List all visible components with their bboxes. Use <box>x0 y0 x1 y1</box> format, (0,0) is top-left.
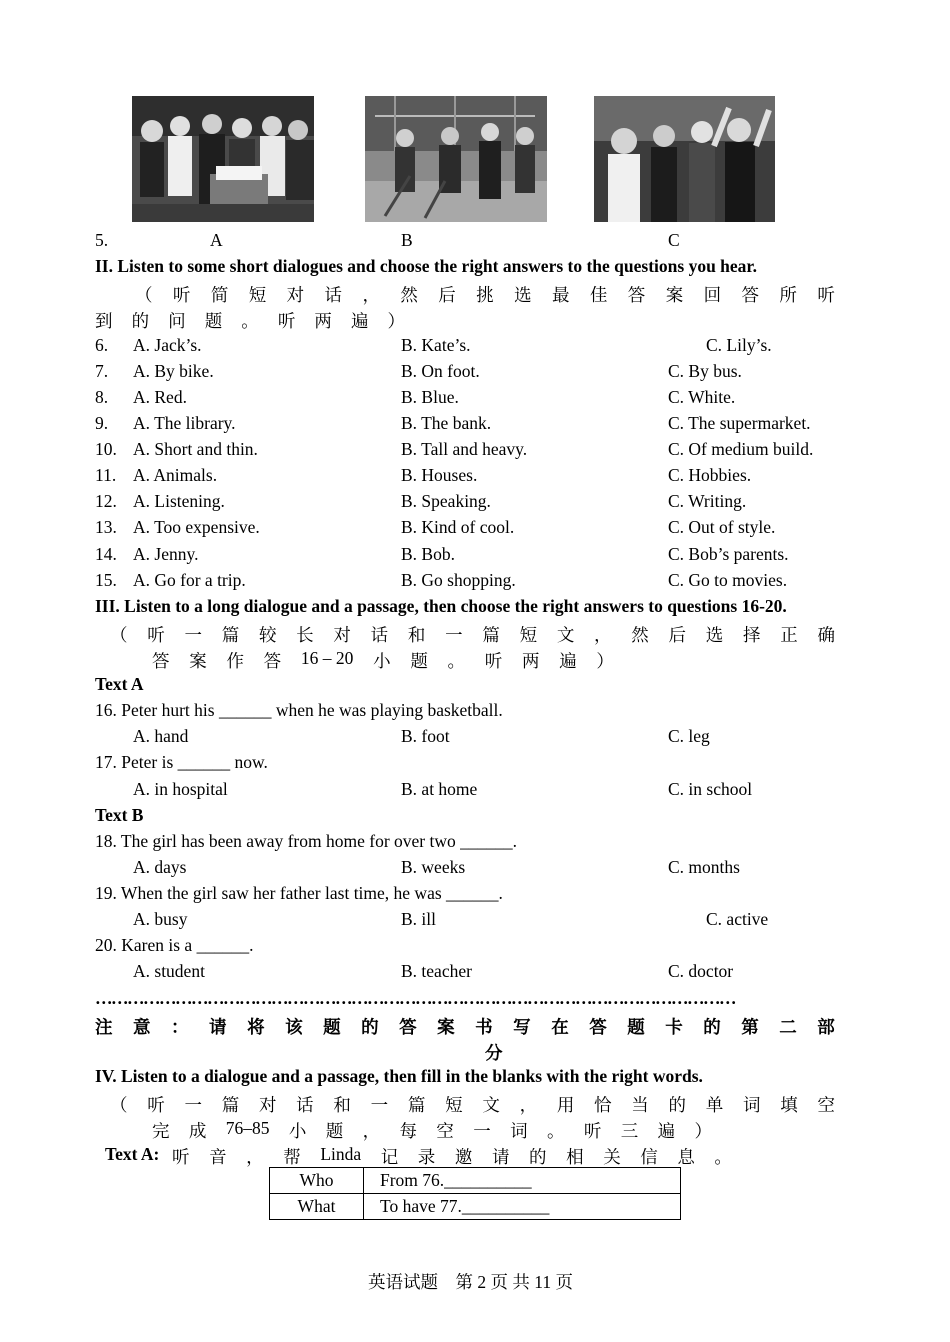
photo-a-graphic <box>132 96 314 222</box>
char: 恰 <box>594 1095 612 1115</box>
char: 长 <box>296 625 314 645</box>
char: 写 <box>513 1017 531 1037</box>
question-number: 15. <box>95 570 117 590</box>
option-a: A. By bike. <box>133 361 214 381</box>
char: 帮 <box>283 1147 301 1167</box>
char: 对 <box>286 285 305 305</box>
char: 遍 <box>657 1121 676 1141</box>
char: 遍 <box>350 311 369 331</box>
question-20-option-a: A. student <box>133 961 205 981</box>
char: 对 <box>333 625 351 645</box>
char: ， <box>362 1121 381 1141</box>
question-18-option-c: C. months <box>668 857 740 877</box>
question-number: 10. <box>95 439 117 459</box>
question-number: 9. <box>95 413 109 433</box>
char: 篇 <box>482 625 500 645</box>
option-b: B. Tall and heavy. <box>401 439 528 459</box>
char: 文 <box>556 625 575 645</box>
char: 部 <box>817 1017 835 1037</box>
char: 和 <box>407 625 426 645</box>
char: 案 <box>437 1017 455 1037</box>
char: 答 <box>741 285 759 305</box>
char: 答 <box>399 1017 417 1037</box>
char: 两 <box>521 651 540 671</box>
option-c: C. Lily’s. <box>706 335 772 355</box>
section-2-heading: II. Listen to some short dialogues and choose the right answers to the questions you hear. <box>95 256 757 276</box>
char: 较 <box>258 625 277 645</box>
char: 第 <box>741 1017 759 1037</box>
char: 空 <box>817 1095 835 1115</box>
section-4-instruction-line1 <box>110 1092 835 1117</box>
char: 小 <box>288 1121 307 1141</box>
char: 的 <box>529 1147 547 1167</box>
char: 题 <box>627 1017 645 1037</box>
char: 单 <box>705 1095 724 1115</box>
option-c: C. Bob’s parents. <box>668 544 789 564</box>
char: 选 <box>705 625 724 645</box>
question-number: 11. <box>95 465 117 485</box>
char: 16 – 20 <box>300 648 354 668</box>
char: ） <box>694 1121 712 1141</box>
text-a-label: Text A <box>95 674 144 694</box>
char: 用 <box>556 1095 575 1115</box>
char: 题 <box>204 311 223 331</box>
question-17-stem: 17. Peter is ______ now. <box>95 752 268 772</box>
question-16-stem: 16. Peter hurt his ______ when he was playing basketball. <box>95 700 503 720</box>
char: 录 <box>417 1147 436 1167</box>
char: 最 <box>551 285 570 305</box>
char: 作 <box>226 651 244 671</box>
photo-b-graphic <box>365 96 547 222</box>
section-4-text-a-instruction <box>172 1144 732 1169</box>
char: 成 <box>188 1121 207 1141</box>
char: 小 <box>373 651 391 671</box>
char: 确 <box>817 625 835 645</box>
photo-a-donation <box>132 96 314 222</box>
char: 一 <box>184 1095 202 1115</box>
section-3-instruction-line2 <box>152 648 614 673</box>
question-number: 8. <box>95 387 109 407</box>
question-19-option-b: B. ill <box>401 909 437 929</box>
char: 短 <box>519 625 538 645</box>
char: 每 <box>399 1121 417 1141</box>
char: 听 <box>583 1121 602 1141</box>
char: ， <box>594 625 612 645</box>
section-4-heading: IV. Listen to a dialogue and a passage, then fill in the blanks with the right words. <box>95 1066 703 1086</box>
char: 三 <box>620 1121 639 1141</box>
char: 后 <box>438 285 456 305</box>
question-20-option-c: C. doctor <box>668 961 734 981</box>
char: 然 <box>400 285 418 305</box>
char: 词 <box>742 1095 761 1115</box>
char: 听 <box>172 285 191 305</box>
char: 一 <box>184 625 202 645</box>
question-number: 13. <box>95 517 117 537</box>
char: （ <box>110 625 128 645</box>
char: 两 <box>314 311 332 331</box>
option-b: B. Blue. <box>401 387 459 407</box>
char: 的 <box>703 1017 721 1037</box>
char: （ <box>135 285 153 305</box>
char: 听 <box>277 311 296 331</box>
char: 简 <box>210 285 229 305</box>
question-16-option-a: A. hand <box>133 726 189 746</box>
char: 所 <box>779 285 797 305</box>
char: 空 <box>436 1121 454 1141</box>
option-c: C. White. <box>668 387 736 407</box>
char: 话 <box>324 285 343 305</box>
question-17-option-a: A. in hospital <box>133 779 228 799</box>
question-19-stem: 19. When the girl saw her father last time, he was ______. <box>95 883 503 903</box>
char: 书 <box>475 1017 493 1037</box>
char: 答 <box>589 1017 607 1037</box>
photo-b-sweeping <box>365 96 547 222</box>
char: 题 <box>323 1017 341 1037</box>
char: 76–85 <box>225 1118 270 1138</box>
option-c: C. Of medium build. <box>668 439 814 459</box>
char: Linda <box>320 1144 362 1164</box>
char: 注 <box>95 1017 113 1037</box>
question-18-option-a: A. days <box>133 857 187 877</box>
question-number: 7. <box>95 361 109 381</box>
char: 关 <box>603 1147 621 1167</box>
char: 记 <box>380 1147 399 1167</box>
char: 一 <box>473 1121 491 1141</box>
question-18-option-b: B. weeks <box>401 857 466 877</box>
question-17-option-c: C. in school <box>668 779 753 799</box>
char: 然 <box>631 625 649 645</box>
char: 听 <box>484 651 503 671</box>
photo-label-c: C <box>668 230 680 250</box>
section-2-instruction-line2 <box>95 308 405 333</box>
option-a: A. The library. <box>133 413 236 433</box>
char: 音 <box>209 1147 227 1167</box>
char: 挑 <box>476 285 494 305</box>
char: 填 <box>780 1095 798 1115</box>
char: 的 <box>131 311 150 331</box>
photo-label-a: A <box>210 230 223 250</box>
dotted-divider: ………………………………………………………………………………………………………… <box>95 988 735 1008</box>
question-16-option-c: C. leg <box>668 726 710 746</box>
question-number: 14. <box>95 544 117 564</box>
char: 二 <box>779 1017 797 1037</box>
option-c: C. Hobbies. <box>668 465 752 485</box>
option-c: C. By bus. <box>668 361 742 381</box>
option-a: A. Go for a trip. <box>133 570 246 590</box>
row-label-what: What <box>270 1194 364 1220</box>
char: 的 <box>668 1095 687 1115</box>
question-number: 6. <box>95 335 109 355</box>
section-2-instruction-line1 <box>135 282 835 307</box>
char: 篇 <box>221 625 240 645</box>
option-b: B. Houses. <box>401 465 478 485</box>
section-3-instruction-line1 <box>110 622 835 647</box>
question-20-stem: 20. Karen is a ______. <box>95 935 254 955</box>
char: 短 <box>248 285 267 305</box>
photo-label-b: B <box>401 230 413 250</box>
photo-c-graphic <box>594 96 775 222</box>
question-19-option-a: A. busy <box>133 909 188 929</box>
char: 选 <box>514 285 532 305</box>
char: 。 <box>714 1147 732 1167</box>
char: 问 <box>168 311 186 331</box>
char: 完 <box>152 1121 170 1141</box>
char: 听 <box>172 1147 190 1167</box>
char: 词 <box>510 1121 528 1141</box>
char: 在 <box>551 1017 569 1037</box>
char: 到 <box>95 311 113 331</box>
char: 听 <box>147 625 165 645</box>
char: ） <box>596 651 614 671</box>
char: 的 <box>361 1017 379 1037</box>
char: 和 <box>333 1095 351 1115</box>
table-row <box>270 1168 681 1194</box>
char: 回 <box>703 285 722 305</box>
section-3-heading: III. Listen to a long dialogue and a passage, then choose the right answers to questions 16-20. <box>95 596 787 616</box>
char: （ <box>110 1095 128 1115</box>
char: 短 <box>445 1095 463 1115</box>
question-20-option-b: B. teacher <box>401 961 472 981</box>
char: 将 <box>247 1017 265 1037</box>
char: 邀 <box>454 1147 473 1167</box>
char: 信 <box>640 1147 658 1167</box>
char: 文 <box>482 1095 500 1115</box>
char: 答 <box>263 651 282 671</box>
section-4-instruction-line2 <box>152 1118 712 1143</box>
char: ， <box>246 1147 264 1167</box>
option-b: B. Speaking. <box>401 491 491 511</box>
char: 话 <box>370 625 389 645</box>
option-a: A. Animals. <box>133 465 218 485</box>
row-value-what: To have 77.__________ <box>364 1194 681 1220</box>
question-16-option-b: B. foot <box>401 726 450 746</box>
char: 遍 <box>559 651 577 671</box>
option-a: A. Short and thin. <box>133 439 258 459</box>
option-b: B. On foot. <box>401 361 480 381</box>
char: 题 <box>325 1121 344 1141</box>
char: 篇 <box>407 1095 426 1115</box>
option-b: B. Bob. <box>401 544 455 564</box>
option-a: A. Too expensive. <box>133 517 260 537</box>
char: 答 <box>627 285 646 305</box>
option-b: B. Kind of cool. <box>401 517 515 537</box>
row-value-who: From 76.__________ <box>364 1168 681 1194</box>
question-number: 12. <box>95 491 117 511</box>
option-c: C. Writing. <box>668 491 747 511</box>
option-a: A. Jenny. <box>133 544 199 564</box>
char: 正 <box>780 625 798 645</box>
option-b: B. The bank. <box>401 413 492 433</box>
char: 听 <box>817 285 835 305</box>
char: 息 <box>677 1147 695 1167</box>
char: 请 <box>209 1017 227 1037</box>
char: 一 <box>370 1095 389 1115</box>
question-19-option-c: C. active <box>706 909 769 929</box>
char: 题 <box>410 651 428 671</box>
row-label-who: Who <box>270 1168 364 1194</box>
char: 。 <box>241 311 259 331</box>
char: 当 <box>631 1095 649 1115</box>
notice-line1 <box>95 1014 835 1039</box>
section-4-text-a-label: Text A: <box>105 1144 160 1164</box>
char: 答 <box>152 651 170 671</box>
char: 。 <box>547 1121 565 1141</box>
char: ： <box>171 1017 189 1037</box>
char: 请 <box>491 1147 510 1167</box>
question-18-stem: 18. The girl has been away from home for over two ______. <box>95 831 517 851</box>
char: 意 <box>133 1017 151 1037</box>
option-c: C. Out of style. <box>668 517 776 537</box>
char: 相 <box>566 1147 584 1167</box>
char: ， <box>519 1095 538 1115</box>
photo-c-singing <box>594 96 775 222</box>
option-c: C. Go to movies. <box>668 570 788 590</box>
char: 卡 <box>665 1017 683 1037</box>
char: ） <box>387 311 405 331</box>
char: 佳 <box>589 285 608 305</box>
page-footer: 英语试题 第 2 页 共 11 页 <box>368 1272 573 1292</box>
table-row <box>270 1194 681 1220</box>
question-17-option-b: B. at home <box>401 779 478 799</box>
char: 该 <box>285 1017 303 1037</box>
char: 话 <box>296 1095 314 1115</box>
notice-line2: 分 <box>485 1043 503 1063</box>
char: ， <box>362 285 380 305</box>
char: 对 <box>258 1095 277 1115</box>
option-b: B. Go shopping. <box>401 570 516 590</box>
char: 案 <box>665 285 684 305</box>
char: 一 <box>445 625 463 645</box>
char: 听 <box>147 1095 165 1115</box>
invitation-info-table <box>269 1167 681 1220</box>
question-5-number: 5. <box>95 230 109 250</box>
option-a: A. Jack’s. <box>133 335 202 355</box>
option-a: A. Listening. <box>133 491 225 511</box>
char: 择 <box>742 625 761 645</box>
option-c: C. The supermarket. <box>668 413 811 433</box>
char: 后 <box>668 625 687 645</box>
char: 篇 <box>221 1095 240 1115</box>
char: 。 <box>447 651 466 671</box>
option-b: B. Kate’s. <box>401 335 471 355</box>
option-a: A. Red. <box>133 387 187 407</box>
text-b-label: Text B <box>95 805 144 825</box>
char: 案 <box>189 651 207 671</box>
